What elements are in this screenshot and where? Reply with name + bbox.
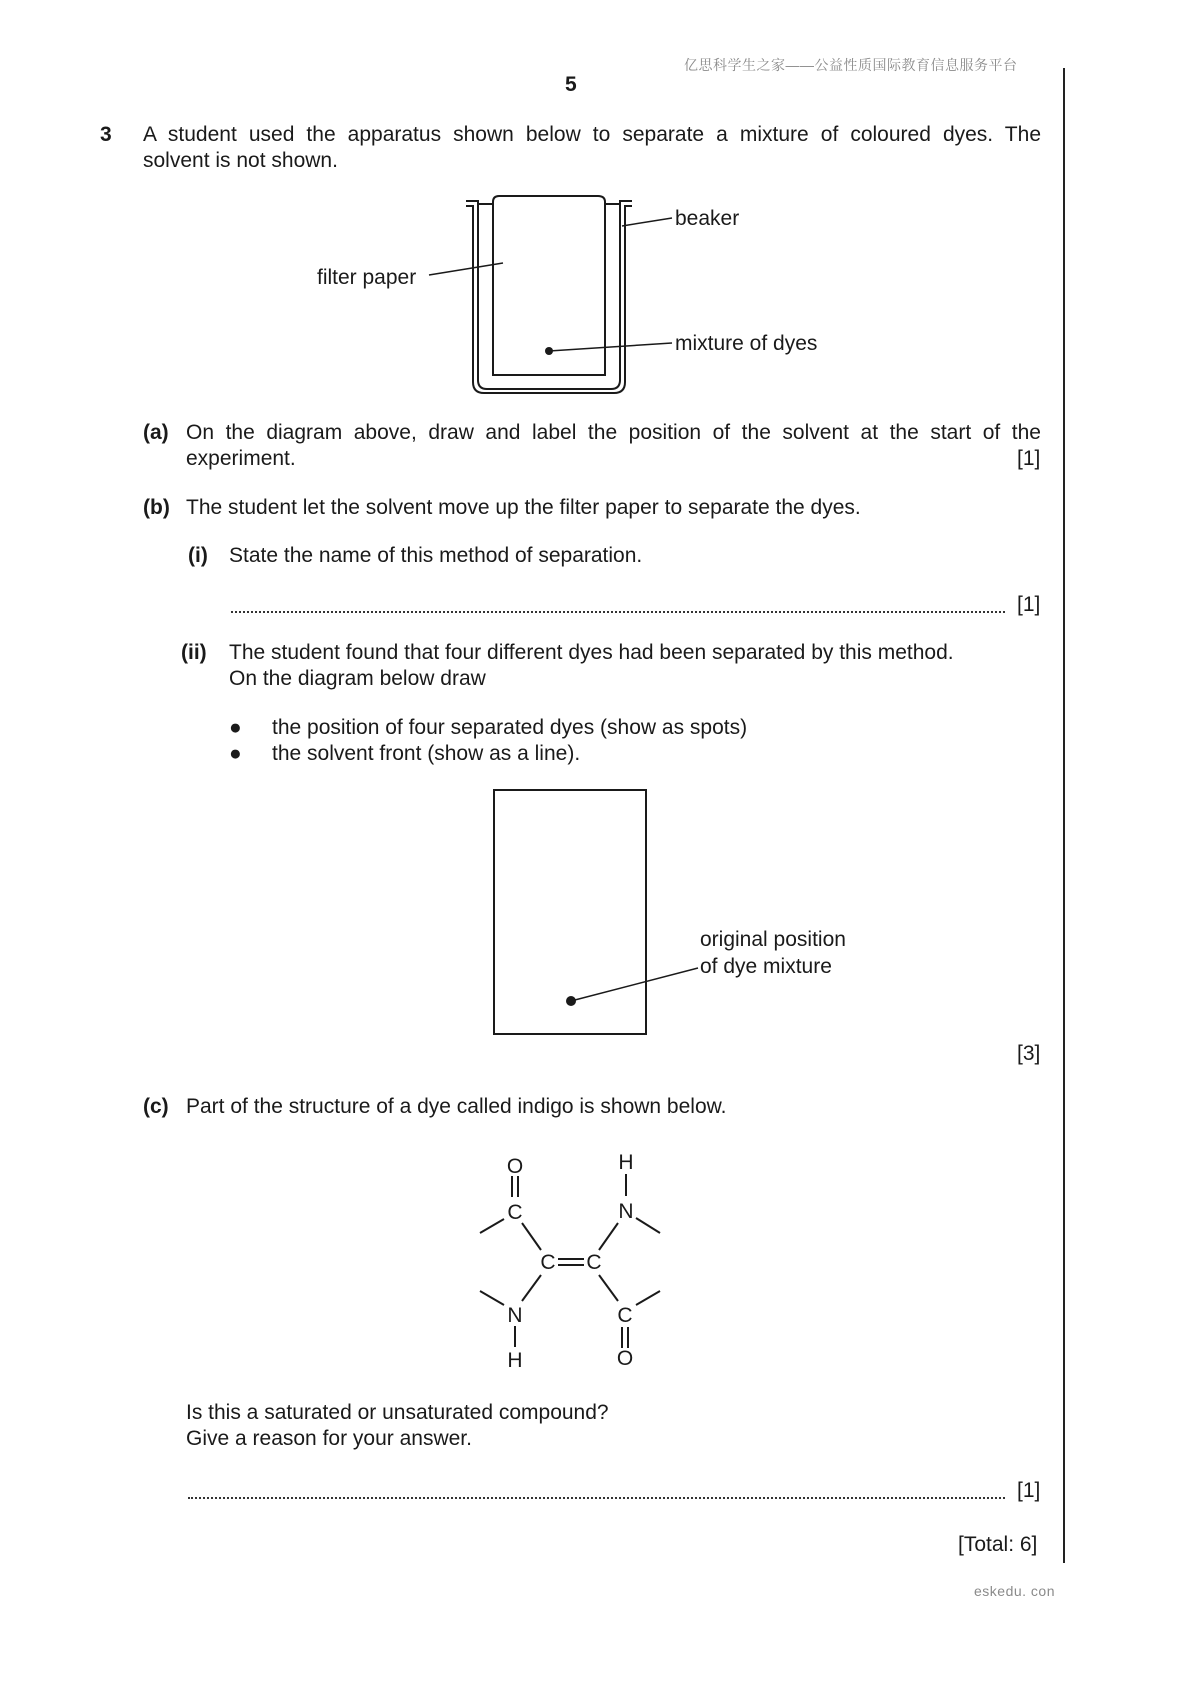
beaker-outline bbox=[466, 201, 632, 393]
indigo-structure bbox=[0, 1140, 1190, 1370]
bullet-icon: ● bbox=[229, 742, 242, 765]
beaker-diagram bbox=[0, 0, 1190, 420]
mixture-leader-line bbox=[549, 343, 672, 351]
mixture-of-dyes-label: mixture of dyes bbox=[675, 332, 818, 355]
part-c-label: (c) bbox=[143, 1095, 169, 1118]
original-position-label-line1: original position bbox=[700, 928, 846, 951]
bullet-item: the position of four separated dyes (show as spots) bbox=[272, 716, 748, 739]
question-number: 3 bbox=[100, 123, 112, 146]
atom-carbon-bottom-right: C bbox=[617, 1304, 633, 1327]
part-a-marks: [1] bbox=[1017, 447, 1041, 470]
atom-hydrogen-bottom: H bbox=[507, 1349, 523, 1372]
part-b-ii-line2: On the diagram below draw bbox=[229, 667, 486, 690]
atom-carbon-middle-right: C bbox=[586, 1251, 602, 1274]
part-a-label: (a) bbox=[143, 421, 169, 444]
bullet-icon: ● bbox=[229, 716, 242, 739]
question-intro-line2: solvent is not shown. bbox=[143, 149, 338, 172]
part-c-marks: [1] bbox=[1017, 1479, 1041, 1502]
part-c-answer-line[interactable] bbox=[188, 1497, 1005, 1499]
total-marks: [Total: 6] bbox=[958, 1533, 1038, 1556]
bullet-item: the solvent front (show as a line). bbox=[272, 742, 581, 765]
footer-watermark: eskedu. con bbox=[974, 1583, 1055, 1599]
part-b-i-answer-line[interactable] bbox=[231, 611, 1005, 613]
part-b-i-marks: [1] bbox=[1017, 593, 1041, 616]
part-c-question-line2: Give a reason for your answer. bbox=[186, 1427, 472, 1450]
atom-oxygen-bottom: O bbox=[616, 1347, 634, 1370]
part-c-text: Part of the structure of a dye called indigo is shown below. bbox=[186, 1095, 727, 1118]
page-number: 5 bbox=[565, 73, 577, 96]
part-b-i-label: (i) bbox=[188, 544, 208, 567]
beaker-leader-line bbox=[622, 218, 672, 226]
part-b-ii-marks: [3] bbox=[1017, 1042, 1041, 1065]
part-c-question-line1: Is this a saturated or unsaturated compound? bbox=[186, 1401, 609, 1424]
part-b-ii-line1: The student found that four different dyes had been separated by this method. bbox=[229, 641, 954, 664]
part-b-text: The student let the solvent move up the filter paper to separate the dyes. bbox=[186, 496, 861, 519]
part-a-line1: On the diagram above, draw and label the position of the solvent at the start of the bbox=[186, 421, 1041, 444]
filter-paper-leader-line bbox=[429, 263, 503, 275]
part-b-label: (b) bbox=[143, 496, 170, 519]
question-intro-line1: A student used the apparatus shown below to separate a mixture of coloured dyes. The bbox=[143, 123, 1041, 146]
original-position-label-line2: of dye mixture bbox=[700, 955, 832, 978]
chromatography-diagram bbox=[0, 780, 1190, 1040]
atom-carbon-top-left: C bbox=[507, 1201, 523, 1224]
part-b-i-text: State the name of this method of separation. bbox=[229, 544, 643, 567]
part-a-line2: experiment. bbox=[186, 447, 296, 470]
part-b-ii-label: (ii) bbox=[181, 641, 207, 664]
atom-carbon-middle-left: C bbox=[540, 1251, 556, 1274]
atom-nitrogen-top-right: N bbox=[618, 1200, 634, 1223]
header-watermark: 亿思科学生之家——公益性质国际教育信息服务平台 bbox=[684, 57, 1018, 73]
atom-nitrogen-bottom-left: N bbox=[507, 1304, 523, 1327]
original-position-leader-line bbox=[571, 968, 698, 1001]
atom-oxygen-top: O bbox=[506, 1155, 524, 1178]
beaker-label: beaker bbox=[675, 207, 740, 230]
atom-hydrogen-top: H bbox=[618, 1151, 634, 1174]
filter-paper-label: filter paper bbox=[317, 266, 417, 289]
